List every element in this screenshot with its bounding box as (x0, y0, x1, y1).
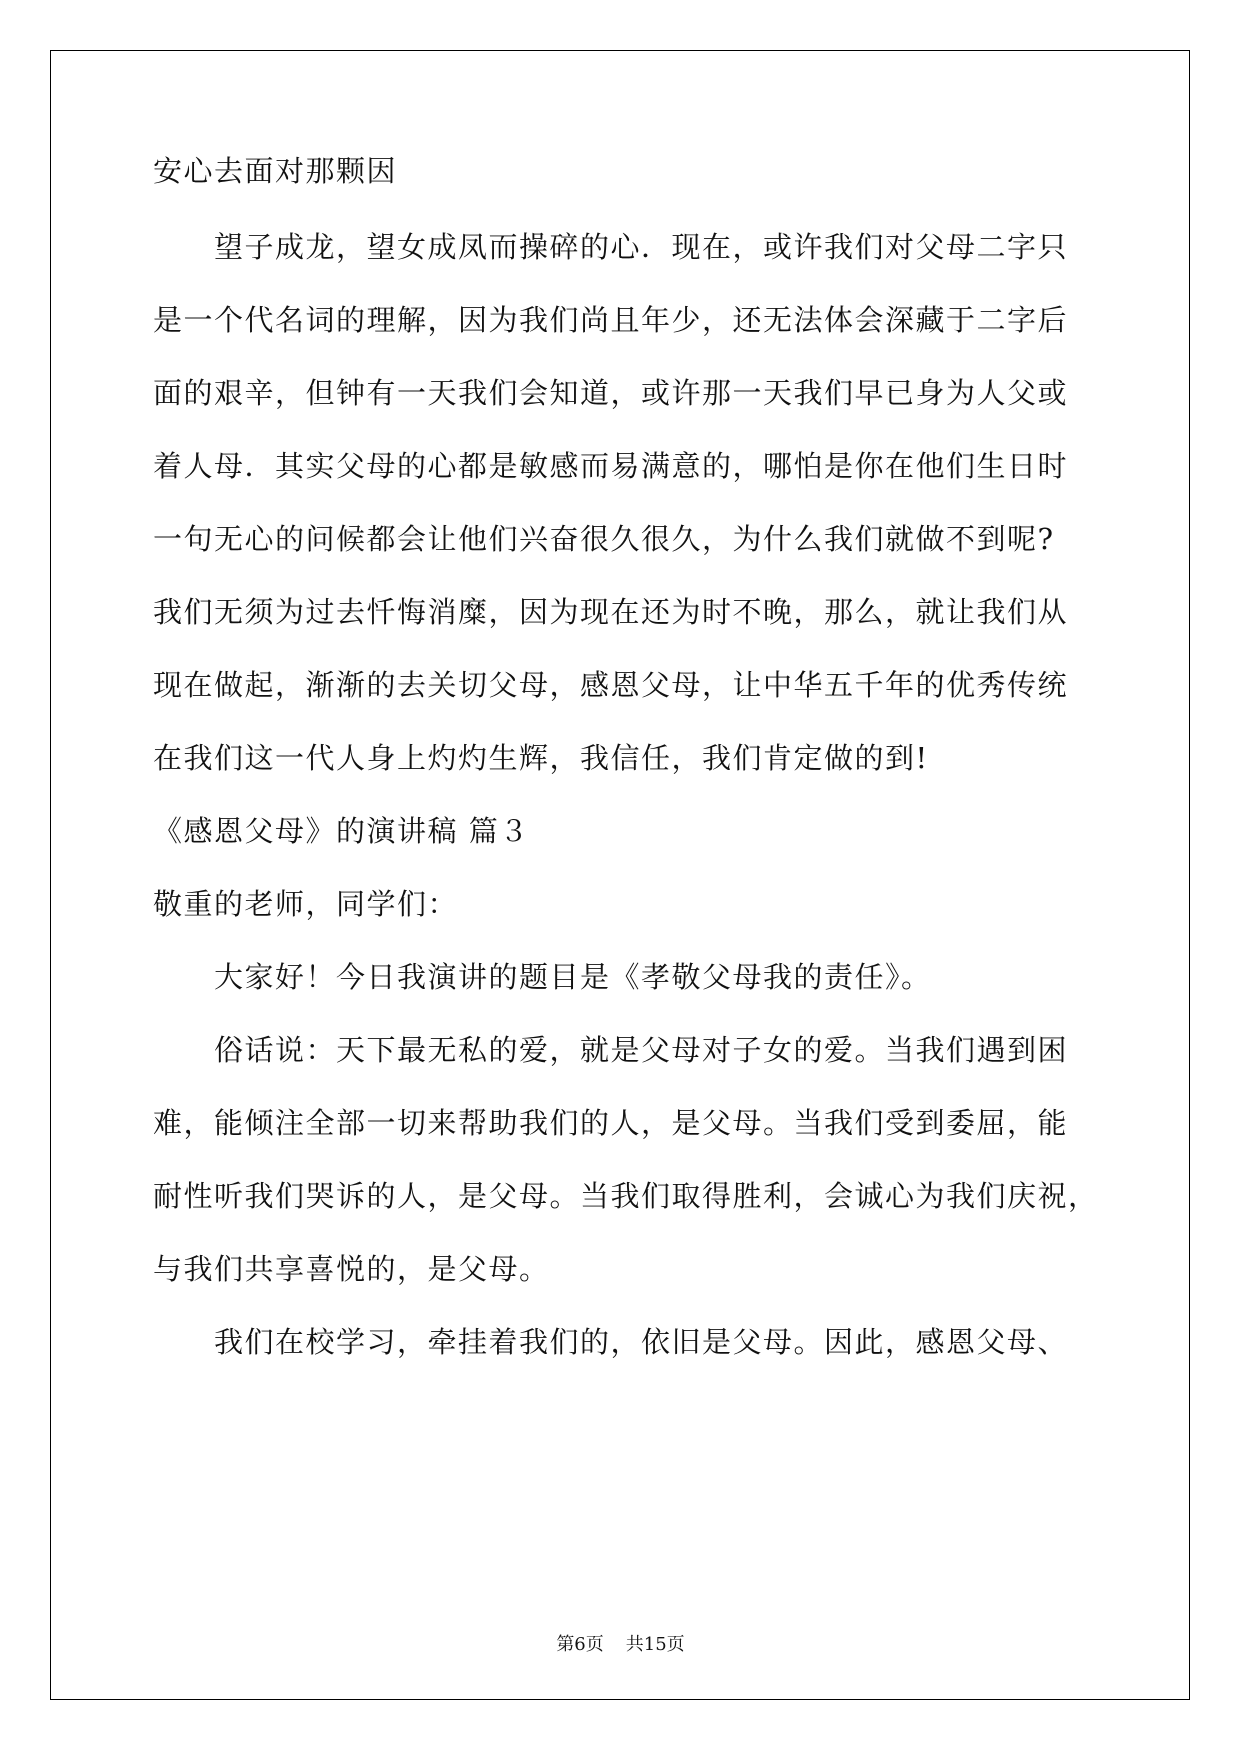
text-line: 是一个代名词的理解，因为我们尚且年少，还无法体会深藏于二字后 (153, 303, 1069, 337)
text-line: 现在做起，渐渐的去关切父母，感恩父母，让中华五千年的优秀传统 (153, 668, 1069, 702)
text-line: 我们在校学习，牵挂着我们的，依旧是父母。因此，感恩父母、 (214, 1325, 1069, 1359)
text-line: 望子成龙，望女成凤而操碎的心．现在，或许我们对父母二字只 (214, 230, 1069, 264)
text-line: 俗话说：天下最无私的爱，就是父母对子女的爱。当我们遇到困 (214, 1033, 1069, 1067)
text-line: 面的艰辛，但钟有一天我们会知道，或许那一天我们早已身为人父或 (153, 376, 1069, 410)
text-line: 耐性听我们哭诉的人，是父母。当我们取得胜利，会诚心为我们庆祝， (153, 1179, 1099, 1213)
text-line: 着人母．其实父母的心都是敏感而易满意的，哪怕是你在他们生日时 (153, 449, 1069, 483)
page-number-current: 第6页 (556, 1634, 604, 1655)
text-line: 大家好！今日我演讲的题目是《孝敬父母我的责任》。 (214, 960, 932, 994)
text-line: 与我们共享喜悦的，是父母。 (153, 1252, 550, 1286)
salutation: 敬重的老师，同学们： (153, 887, 459, 921)
page-border (50, 50, 1190, 1700)
section-heading: 《感恩父母》的演讲稿 篇３ (153, 814, 530, 848)
text-line: 一句无心的问候都会让他们兴奋很久很久，为什么我们就做不到呢? (153, 522, 1055, 556)
page-number-total: 共15页 (625, 1634, 685, 1655)
text-line: 在我们这一代人身上灼灼生辉，我信任，我们肯定做的到! (153, 741, 929, 775)
text-line: 安心去面对那颗因 (153, 154, 398, 188)
text-line: 难，能倾注全部一切来帮助我们的人，是父母。当我们受到委屈，能 (153, 1106, 1069, 1140)
page-footer (0, 1633, 1241, 1657)
text-line: 我们无须为过去忏悔消糜，因为现在还为时不晚，那么，就让我们从 (153, 595, 1069, 629)
